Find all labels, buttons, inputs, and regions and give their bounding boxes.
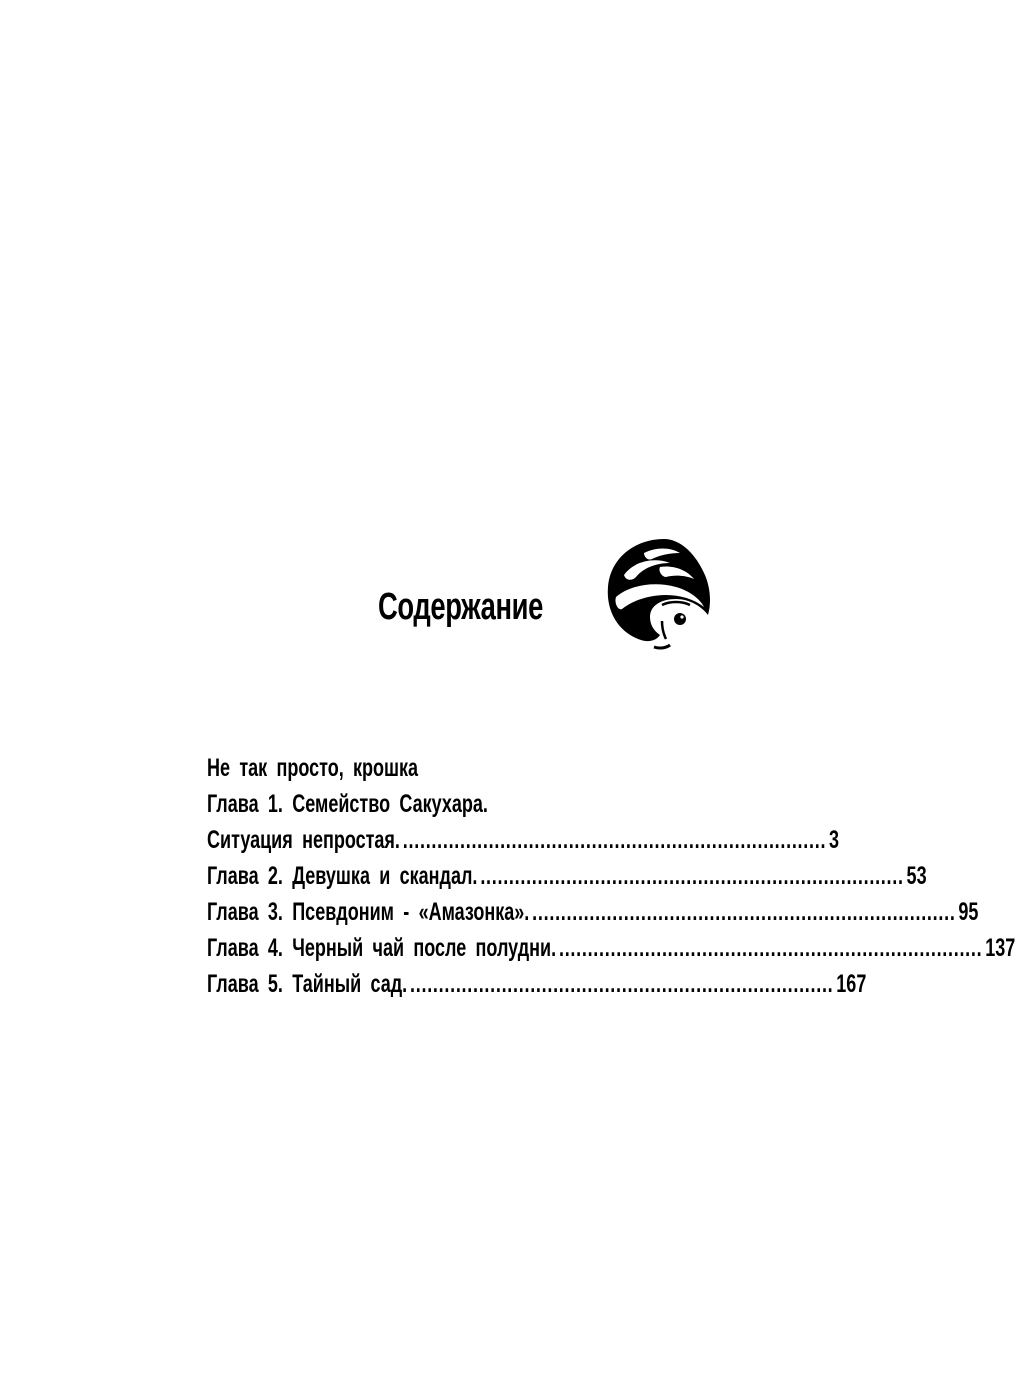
toc-page-number: 53 [906, 862, 927, 890]
toc-leader-dots: .......................................................................... [480, 862, 904, 890]
toc-leader-dots: .......................................................................... [532, 898, 956, 926]
toc-entry[interactable] [207, 822, 840, 858]
toc-entry-title: Ситуация непростая. [207, 826, 400, 854]
toc-page-number: 3 [829, 826, 840, 854]
toc-leader-dots: .......................................................................... [410, 970, 834, 998]
toc-page-number: 167 [836, 970, 867, 998]
toc-book-title-text: Не так просто, крошка [207, 754, 419, 782]
table-of-contents [207, 750, 1015, 1002]
toc-entry[interactable] [207, 930, 1015, 966]
toc-page-number: 137 [985, 934, 1015, 962]
toc-leader-dots: .......................................................................... [558, 934, 983, 962]
toc-entry-title: Глава 4. Черный чай после полудни. [207, 934, 557, 962]
toc-chapter-1-heading [207, 786, 639, 822]
toc-entry[interactable] [207, 858, 927, 894]
swirl-face-icon [604, 535, 712, 651]
toc-entry[interactable] [207, 966, 867, 1002]
toc-book-title [207, 750, 639, 786]
toc-chapter-1-heading-text: Глава 1. Семейство Сакухара. [207, 790, 488, 818]
toc-entry-title: Глава 3. Псевдоним - «Амазонка». [207, 898, 530, 926]
toc-leader-dots: .......................................................................... [402, 826, 827, 854]
toc-page-number: 95 [958, 898, 979, 926]
page-title: Содержание [378, 586, 543, 628]
toc-entry[interactable] [207, 894, 979, 930]
toc-entry-title: Глава 5. Тайный сад. [207, 970, 408, 998]
toc-entry-title: Глава 2. Девушка и скандал. [207, 862, 478, 890]
